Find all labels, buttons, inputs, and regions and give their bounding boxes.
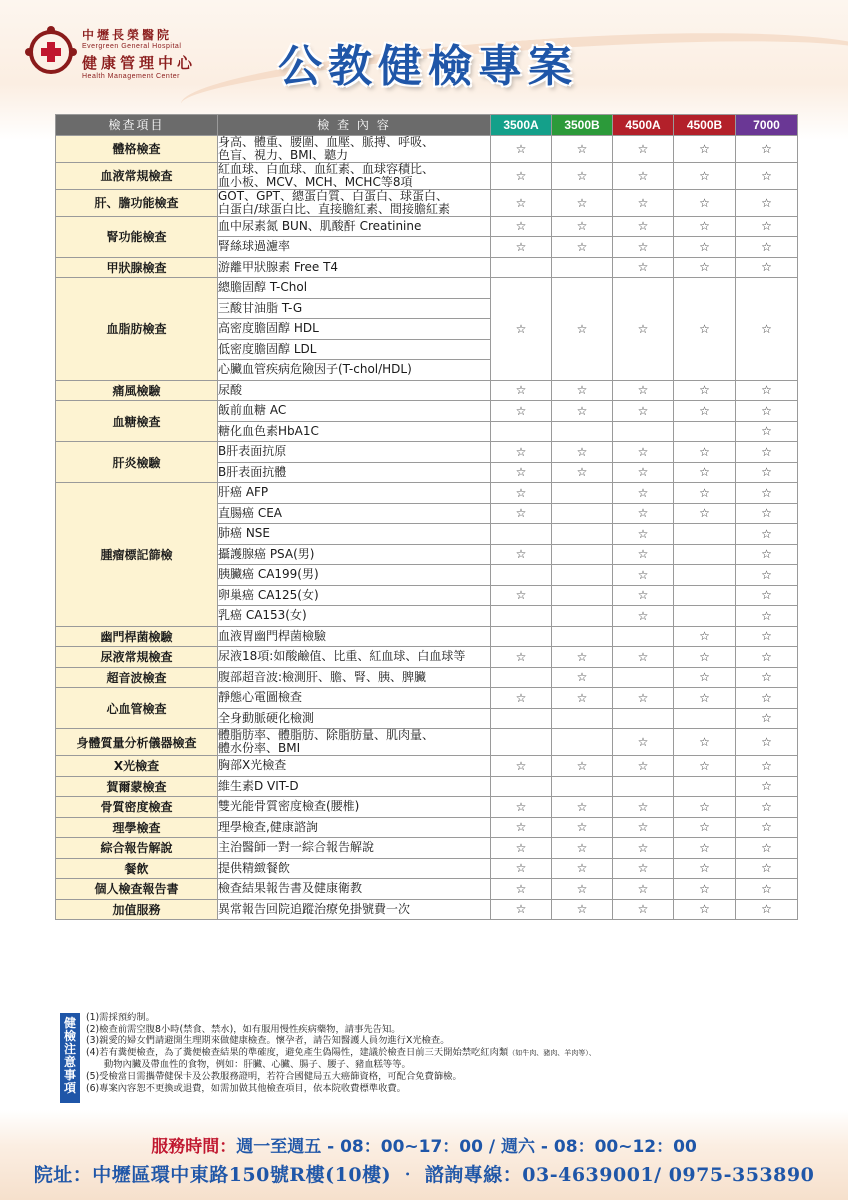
star-cell-4500B xyxy=(674,585,736,606)
table-row xyxy=(56,442,798,463)
star-cell-4500B: ☆ xyxy=(674,817,736,838)
star-cell-3500A xyxy=(491,565,552,586)
header-package-4500A: 4500A xyxy=(613,115,674,136)
star-cell-3500A: ☆ xyxy=(491,899,552,920)
star-cell-3500A: ☆ xyxy=(491,380,552,401)
star-cell-4500A: ☆ xyxy=(613,278,674,381)
star-cell-4500B xyxy=(674,708,736,729)
star-cell-4500B: ☆ xyxy=(674,899,736,920)
star-cell-4500A xyxy=(613,667,674,688)
star-cell-4500A: ☆ xyxy=(613,565,674,586)
item-cell: 靜態心電圖檢查 xyxy=(218,688,491,709)
star-cell-3500A: ☆ xyxy=(491,879,552,900)
note-5: (5)受檢當日需攜帶健保卡及公教服務證明，若符合國健局五大癌篩資格，可配合免費篩檢。 xyxy=(86,1070,462,1082)
header-package-7000: 7000 xyxy=(736,115,798,136)
item-cell: 紅血球、白血球、血紅素、血球容積比、 血小板、MCV、MCH、MCHC等8項 xyxy=(218,162,491,189)
star-cell-3500B: ☆ xyxy=(552,442,613,463)
star-cell-4500A: ☆ xyxy=(613,380,674,401)
star-cell-3500B xyxy=(552,565,613,586)
table-row xyxy=(56,216,798,237)
star-cell-3500B: ☆ xyxy=(552,756,613,777)
category-cell: 綜合報告解說 xyxy=(56,838,218,859)
star-cell-4500B: ☆ xyxy=(674,380,736,401)
star-cell-7000: ☆ xyxy=(736,776,798,797)
table-row xyxy=(56,257,798,278)
star-cell-4500B xyxy=(674,776,736,797)
star-cell-4500A: ☆ xyxy=(613,442,674,463)
star-cell-4500B: ☆ xyxy=(674,216,736,237)
center-name: 健康管理中心 xyxy=(82,54,197,72)
star-cell-3500A: ☆ xyxy=(491,647,552,668)
star-cell-7000: ☆ xyxy=(736,503,798,524)
star-cell-7000: ☆ xyxy=(736,606,798,627)
star-cell-4500B: ☆ xyxy=(674,162,736,189)
star-cell-4500A: ☆ xyxy=(613,879,674,900)
star-cell-7000: ☆ xyxy=(736,838,798,859)
item-cell: 低密度膽固醇 LDL xyxy=(218,339,491,360)
star-cell-7000: ☆ xyxy=(736,442,798,463)
star-cell-7000: ☆ xyxy=(736,585,798,606)
star-cell-4500A: ☆ xyxy=(613,756,674,777)
star-cell-4500B: ☆ xyxy=(674,756,736,777)
notes-list xyxy=(86,1012,806,1094)
star-cell-4500A: ☆ xyxy=(613,606,674,627)
note-1: (1)需採預約制。 xyxy=(86,1012,155,1023)
item-cell: 攝護腺癌 PSA(男) xyxy=(218,544,491,565)
table-row xyxy=(56,797,798,818)
star-cell-7000: ☆ xyxy=(736,421,798,442)
star-cell-4500A: ☆ xyxy=(613,585,674,606)
hospital-name: 中壢長榮醫院 xyxy=(82,28,173,42)
category-cell: 賀爾蒙檢查 xyxy=(56,776,218,797)
star-cell-3500A xyxy=(491,421,552,442)
item-cell: 乳癌 CA153(女) xyxy=(218,606,491,627)
table-row xyxy=(56,380,798,401)
star-cell-3500A: ☆ xyxy=(491,135,552,162)
star-cell-3500B xyxy=(552,776,613,797)
item-cell: B肝表面抗原 xyxy=(218,442,491,463)
star-cell-3500B xyxy=(552,483,613,504)
star-cell-4500A: ☆ xyxy=(613,462,674,483)
star-cell-3500B: ☆ xyxy=(552,380,613,401)
star-cell-4500A: ☆ xyxy=(613,647,674,668)
star-cell-4500B: ☆ xyxy=(674,257,736,278)
hospital-cross-icon xyxy=(24,24,78,78)
star-cell-7000: ☆ xyxy=(736,899,798,920)
star-cell-4500B: ☆ xyxy=(674,503,736,524)
star-cell-3500A xyxy=(491,776,552,797)
star-cell-3500B: ☆ xyxy=(552,237,613,258)
star-cell-4500A: ☆ xyxy=(613,483,674,504)
item-cell: 體脂肪率、體脂肪、除脂肪量、肌肉量、 體水份率、BMI xyxy=(218,729,491,756)
table-header-row xyxy=(56,115,798,136)
header-package-4500B: 4500B xyxy=(674,115,736,136)
table-row xyxy=(56,879,798,900)
category-cell: 骨質密度檢查 xyxy=(56,797,218,818)
star-cell-4500A: ☆ xyxy=(613,688,674,709)
star-cell-4500A: ☆ xyxy=(613,899,674,920)
item-cell: 卵巢癌 CA125(女) xyxy=(218,585,491,606)
star-cell-3500A xyxy=(491,257,552,278)
star-cell-3500B: ☆ xyxy=(552,899,613,920)
star-cell-3500B xyxy=(552,503,613,524)
category-cell: 個人檢查報告書 xyxy=(56,879,218,900)
star-cell-3500A: ☆ xyxy=(491,442,552,463)
star-cell-3500A: ☆ xyxy=(491,237,552,258)
star-cell-7000: ☆ xyxy=(736,544,798,565)
star-cell-3500A: ☆ xyxy=(491,162,552,189)
star-cell-4500B: ☆ xyxy=(674,483,736,504)
star-cell-3500A: ☆ xyxy=(491,817,552,838)
header-content: 檢 查 內 容 xyxy=(218,115,491,136)
table-row xyxy=(56,189,798,216)
star-cell-4500B: ☆ xyxy=(674,838,736,859)
star-cell-4500B: ☆ xyxy=(674,729,736,756)
star-cell-4500A: ☆ xyxy=(613,524,674,545)
star-cell-3500B: ☆ xyxy=(552,838,613,859)
table-row xyxy=(56,135,798,162)
star-cell-3500B: ☆ xyxy=(552,401,613,422)
item-cell: 血液胃幽門桿菌檢驗 xyxy=(218,626,491,647)
table-row xyxy=(56,756,798,777)
address-line: 院址：中壢區環中東路150號R樓(10樓) ‧ 諮詢專線：03-4639001/ 0975-353890 xyxy=(33,1164,815,1186)
item-cell: 腹部超音波:檢測肝、膽、腎、胰、脾臟 xyxy=(218,667,491,688)
star-cell-4500A: ☆ xyxy=(613,729,674,756)
star-cell-3500B xyxy=(552,421,613,442)
star-cell-3500A: ☆ xyxy=(491,278,552,381)
star-cell-3500B xyxy=(552,544,613,565)
star-cell-4500B: ☆ xyxy=(674,278,736,381)
star-cell-3500B: ☆ xyxy=(552,162,613,189)
star-cell-7000: ☆ xyxy=(736,858,798,879)
star-cell-4500B: ☆ xyxy=(674,135,736,162)
hospital-logo xyxy=(24,22,224,82)
table-row xyxy=(56,688,798,709)
table-row xyxy=(56,817,798,838)
star-cell-3500A: ☆ xyxy=(491,401,552,422)
star-cell-7000: ☆ xyxy=(736,626,798,647)
star-cell-7000: ☆ xyxy=(736,257,798,278)
item-cell: GOT、GPT、總蛋白質、白蛋白、球蛋白、 白蛋白/球蛋白比、直接膽紅素、間接膽紅素 xyxy=(218,189,491,216)
star-cell-3500A: ☆ xyxy=(491,462,552,483)
item-cell: 胰臟癌 CA199(男) xyxy=(218,565,491,586)
star-cell-4500B: ☆ xyxy=(674,688,736,709)
star-cell-7000: ☆ xyxy=(736,667,798,688)
category-cell: 腫瘤標記篩檢 xyxy=(56,483,218,627)
star-cell-7000: ☆ xyxy=(736,237,798,258)
star-cell-3500A: ☆ xyxy=(491,544,552,565)
service-hours-text: 週一至週五 - 08：00~17：00 / 週六 - 08：00~12：00 xyxy=(236,1137,697,1157)
note-3: (3)親愛的婦女們請避開生理期來做健康檢查。懷孕者，請告知醫護人員勿進行X光檢查。 xyxy=(86,1035,450,1047)
star-cell-3500B xyxy=(552,708,613,729)
star-cell-7000: ☆ xyxy=(736,729,798,756)
star-cell-3500B: ☆ xyxy=(552,647,613,668)
category-cell: 肝炎檢驗 xyxy=(56,442,218,483)
star-cell-4500B: ☆ xyxy=(674,626,736,647)
category-cell: 腎功能檢查 xyxy=(56,216,218,257)
star-cell-4500B xyxy=(674,524,736,545)
notes-tag: 健檢注意事項 xyxy=(60,1013,80,1103)
category-cell: 餐飲 xyxy=(56,858,218,879)
star-cell-7000: ☆ xyxy=(736,817,798,838)
star-cell-4500A: ☆ xyxy=(613,401,674,422)
star-cell-7000: ☆ xyxy=(736,135,798,162)
star-cell-3500A xyxy=(491,729,552,756)
star-cell-4500A: ☆ xyxy=(613,544,674,565)
note-4 xyxy=(86,1047,806,1060)
table-row xyxy=(56,401,798,422)
star-cell-4500A: ☆ xyxy=(613,838,674,859)
star-cell-3500B xyxy=(552,585,613,606)
item-cell: 直腸癌 CEA xyxy=(218,503,491,524)
item-cell: 高密度膽固醇 HDL xyxy=(218,319,491,340)
star-cell-4500B: ☆ xyxy=(674,667,736,688)
note-6: (6)專案內容恕不更換或退費，如需加做其他檢查項目，依本院收費標準收費。 xyxy=(86,1082,406,1094)
category-cell: 加值服務 xyxy=(56,899,218,920)
table-row xyxy=(56,483,798,504)
star-cell-4500A: ☆ xyxy=(613,135,674,162)
star-cell-4500A: ☆ xyxy=(613,162,674,189)
service-hours xyxy=(0,1132,848,1157)
table-body xyxy=(56,135,798,920)
item-cell: 尿液18項:如酸鹼值、比重、紅血球、白血球等 xyxy=(218,647,491,668)
star-cell-4500A xyxy=(613,708,674,729)
star-cell-7000: ☆ xyxy=(736,401,798,422)
header-category: 檢查項目 xyxy=(56,115,218,136)
star-cell-7000: ☆ xyxy=(736,756,798,777)
star-cell-4500B: ☆ xyxy=(674,797,736,818)
center-name-en: Health Management Center xyxy=(82,73,180,80)
star-cell-4500A: ☆ xyxy=(613,858,674,879)
item-cell: 異常報告回院追蹤治療免掛號費一次 xyxy=(218,899,491,920)
category-cell: 尿液常規檢查 xyxy=(56,647,218,668)
star-cell-3500A: ☆ xyxy=(491,483,552,504)
star-cell-4500A xyxy=(613,421,674,442)
category-cell: X光檢查 xyxy=(56,756,218,777)
star-cell-3500A xyxy=(491,524,552,545)
item-cell: 肝癌 AFP xyxy=(218,483,491,504)
category-cell: 幽門桿菌檢驗 xyxy=(56,626,218,647)
star-cell-3500A: ☆ xyxy=(491,189,552,216)
item-cell: 檢查結果報告書及健康衛教 xyxy=(218,879,491,900)
star-cell-7000: ☆ xyxy=(736,565,798,586)
item-cell: 肺癌 NSE xyxy=(218,524,491,545)
note-4-text: (4)若有糞便檢查，為了糞便檢查結果的準確度，避免產生偽陽性，建議於檢查日前三天開始禁吃紅肉類 xyxy=(86,1046,509,1058)
star-cell-7000: ☆ xyxy=(736,647,798,668)
item-cell: 三酸甘油脂 T-G xyxy=(218,298,491,319)
star-cell-4500A: ☆ xyxy=(613,503,674,524)
star-cell-3500A: ☆ xyxy=(491,838,552,859)
star-cell-4500B xyxy=(674,421,736,442)
item-cell: 提供精緻餐飲 xyxy=(218,858,491,879)
star-cell-4500A xyxy=(613,626,674,647)
star-cell-3500B xyxy=(552,626,613,647)
star-cell-4500B xyxy=(674,544,736,565)
table-row xyxy=(56,647,798,668)
category-cell: 超音波檢查 xyxy=(56,667,218,688)
star-cell-4500B: ☆ xyxy=(674,189,736,216)
item-cell: 身高、體重、腰圍、血壓、脈搏、呼吸、 色盲、視力、BMI、聽力 xyxy=(218,135,491,162)
star-cell-4500B: ☆ xyxy=(674,858,736,879)
star-cell-4500B xyxy=(674,606,736,627)
item-cell: 尿酸 xyxy=(218,380,491,401)
star-cell-3500A: ☆ xyxy=(491,797,552,818)
note-2: (2)檢查前需空腹8小時(禁食、禁水)，如有服用慢性疾病藥物，請事先告知。 xyxy=(86,1023,401,1035)
item-cell: 飯前血糖 AC xyxy=(218,401,491,422)
note-4-continued: 動物內臟及帶血性的食物，例如：肝臟、心臟、腸子、腰子、豬血糕等等。 xyxy=(104,1059,411,1071)
star-cell-3500B: ☆ xyxy=(552,688,613,709)
category-cell: 痛風檢驗 xyxy=(56,380,218,401)
star-cell-7000: ☆ xyxy=(736,380,798,401)
star-cell-3500A xyxy=(491,708,552,729)
star-cell-3500A: ☆ xyxy=(491,688,552,709)
item-cell: 雙光能骨質密度檢查(腰椎) xyxy=(218,797,491,818)
star-cell-4500B: ☆ xyxy=(674,237,736,258)
item-cell: 理學檢查,健康諮詢 xyxy=(218,817,491,838)
checkup-table xyxy=(55,114,798,920)
star-cell-3500A: ☆ xyxy=(491,216,552,237)
category-cell: 血液常規檢查 xyxy=(56,162,218,189)
item-cell: 主治醫師一對一綜合報告解說 xyxy=(218,838,491,859)
star-cell-7000: ☆ xyxy=(736,278,798,381)
item-cell: 游離甲狀腺素 Free T4 xyxy=(218,257,491,278)
star-cell-3500B: ☆ xyxy=(552,858,613,879)
star-cell-3500A xyxy=(491,626,552,647)
category-cell: 血糖檢查 xyxy=(56,401,218,442)
star-cell-3500B xyxy=(552,729,613,756)
star-cell-3500A xyxy=(491,606,552,627)
category-cell: 體格檢查 xyxy=(56,135,218,162)
star-cell-7000: ☆ xyxy=(736,524,798,545)
star-cell-7000: ☆ xyxy=(736,879,798,900)
item-cell: 腎絲球過濾率 xyxy=(218,237,491,258)
category-cell: 理學檢查 xyxy=(56,817,218,838)
page-title: 公教健檢專案 xyxy=(278,41,578,92)
star-cell-4500A: ☆ xyxy=(613,797,674,818)
star-cell-3500B: ☆ xyxy=(552,667,613,688)
star-cell-7000: ☆ xyxy=(736,462,798,483)
star-cell-3500B: ☆ xyxy=(552,879,613,900)
star-cell-3500B xyxy=(552,524,613,545)
star-cell-7000: ☆ xyxy=(736,189,798,216)
star-cell-3500A: ☆ xyxy=(491,756,552,777)
item-cell: 心臟血管疾病危險因子(T-chol/HDL) xyxy=(218,360,491,381)
star-cell-7000: ☆ xyxy=(736,688,798,709)
category-cell: 身體質量分析儀器檢查 xyxy=(56,729,218,756)
category-cell: 血脂肪檢查 xyxy=(56,278,218,381)
table-row xyxy=(56,858,798,879)
star-cell-7000: ☆ xyxy=(736,797,798,818)
star-cell-7000: ☆ xyxy=(736,483,798,504)
table-row xyxy=(56,278,798,299)
star-cell-7000: ☆ xyxy=(736,162,798,189)
star-cell-4500A: ☆ xyxy=(613,189,674,216)
star-cell-4500A: ☆ xyxy=(613,257,674,278)
hospital-name-en: Evergreen General Hospital xyxy=(82,43,182,50)
table-row xyxy=(56,729,798,756)
item-cell: B肝表面抗體 xyxy=(218,462,491,483)
star-cell-3500A: ☆ xyxy=(491,858,552,879)
star-cell-3500B: ☆ xyxy=(552,216,613,237)
item-cell: 胸部X光檢查 xyxy=(218,756,491,777)
star-cell-3500B: ☆ xyxy=(552,135,613,162)
header-package-3500B: 3500B xyxy=(552,115,613,136)
table-row xyxy=(56,162,798,189)
star-cell-4500B: ☆ xyxy=(674,442,736,463)
star-cell-4500A: ☆ xyxy=(613,216,674,237)
star-cell-4500B: ☆ xyxy=(674,462,736,483)
star-cell-3500B: ☆ xyxy=(552,462,613,483)
star-cell-4500A: ☆ xyxy=(613,817,674,838)
star-cell-4500B: ☆ xyxy=(674,401,736,422)
star-cell-4500B: ☆ xyxy=(674,879,736,900)
service-label: 服務時間： xyxy=(151,1137,237,1157)
category-cell: 心血管檢查 xyxy=(56,688,218,729)
item-cell: 全身動脈硬化檢測 xyxy=(218,708,491,729)
star-cell-3500B: ☆ xyxy=(552,817,613,838)
header-package-3500A: 3500A xyxy=(491,115,552,136)
star-cell-3500A: ☆ xyxy=(491,585,552,606)
item-cell: 維生素D VIT-D xyxy=(218,776,491,797)
star-cell-7000: ☆ xyxy=(736,216,798,237)
star-cell-7000: ☆ xyxy=(736,708,798,729)
star-cell-3500B: ☆ xyxy=(552,189,613,216)
table-row xyxy=(56,899,798,920)
star-cell-3500B xyxy=(552,606,613,627)
star-cell-3500A: ☆ xyxy=(491,503,552,524)
note-4-small: （如牛肉、豬肉、羊肉等）、 xyxy=(508,1048,596,1057)
table-row xyxy=(56,667,798,688)
star-cell-4500A xyxy=(613,776,674,797)
star-cell-3500B: ☆ xyxy=(552,278,613,381)
star-cell-4500B xyxy=(674,565,736,586)
category-cell: 肝、膽功能檢查 xyxy=(56,189,218,216)
category-cell: 甲狀腺檢查 xyxy=(56,257,218,278)
item-cell: 總膽固醇 T-Chol xyxy=(218,278,491,299)
star-cell-3500B: ☆ xyxy=(552,797,613,818)
star-cell-4500B: ☆ xyxy=(674,647,736,668)
table-row xyxy=(56,776,798,797)
item-cell: 血中尿素氮 BUN、肌酸酐 Creatinine xyxy=(218,216,491,237)
star-cell-4500A: ☆ xyxy=(613,237,674,258)
table-row xyxy=(56,838,798,859)
star-cell-3500A xyxy=(491,667,552,688)
star-cell-3500B xyxy=(552,257,613,278)
table-row xyxy=(56,626,798,647)
item-cell: 糖化血色素HbA1C xyxy=(218,421,491,442)
